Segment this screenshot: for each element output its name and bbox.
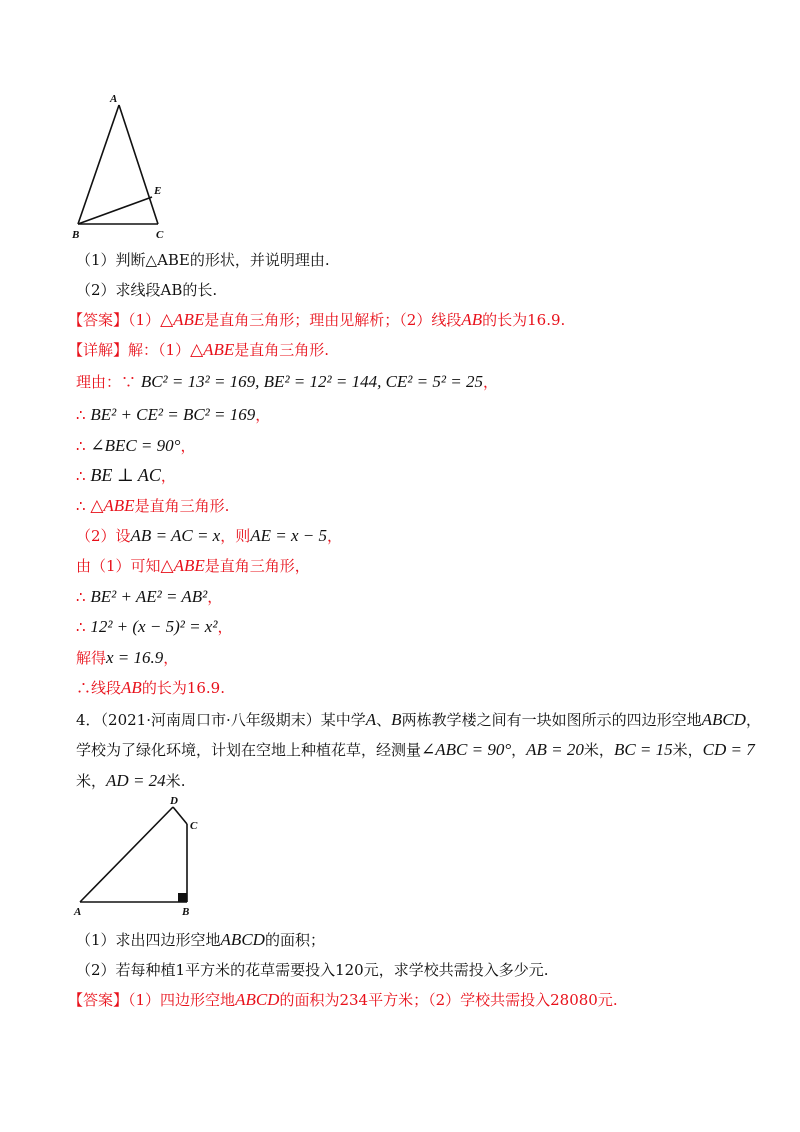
step-perpendicular: ∴ BE ⊥ AC， [76, 465, 176, 485]
problem-4-line-2: 学校为了绿化环境，计划在空地上种植花草，经测量∠ABC = 90°，AB = 20米，BC = 15米，CD = 7 [76, 740, 755, 759]
vertex-label-b: B [182, 906, 190, 918]
vertex-label-d: D [170, 795, 178, 807]
reason-equations: BC² = 13² = 169, BE² = 12² = 144, CE² = 5² = 25 [140, 372, 483, 391]
answer-line: 【答案】（1）△ABE是直角三角形；理由见解析；（2）线段AB的长为16.9. [68, 310, 566, 329]
final-line: ∴线段AB的长为16.9. [76, 678, 225, 697]
step-equation: ∴ 12² + (x − 5)² = x²， [76, 617, 233, 636]
conclusion-1: ∴ △ABE是直角三角形. [76, 496, 230, 515]
question-2: （2）求线段AB的长. [76, 281, 218, 299]
vertex-label-c: C [156, 229, 164, 241]
answer-tag: 【答案】 [68, 311, 129, 329]
step-pythagoras: ∴ BE² + AE² = AB²， [76, 587, 223, 606]
right-angle-marker [178, 893, 187, 902]
question-4-2: （2）若每种植1平方米的花草需要投入120元，求学校共需投入多少元. [76, 961, 549, 979]
solve-line: 解得x = 16.9， [76, 648, 179, 667]
answer-4-line: 【答案】（1）四边形空地ABCD的面积为234平方米；（2）学校共需投入28080元. [68, 990, 618, 1009]
question-4-1: （1）求出四边形空地ABCD的面积； [76, 930, 325, 949]
quadrilateral-abcd-figure [70, 794, 200, 920]
triangle-abe-figure [70, 92, 180, 242]
vertex-label-e: E [154, 185, 162, 197]
step-sum: ∴ BE² + CE² = BC² = 169， [76, 405, 271, 424]
answer-4-tag: 【答案】 [68, 991, 129, 1009]
from-part-1: 由（1）可知△ABE是直角三角形， [76, 556, 310, 575]
detail-tag: 【详解】 [68, 341, 129, 359]
part-2-setup: （2）设AB = AC = x，则AE = x − 5， [76, 526, 343, 545]
vertex-label-c: C [190, 820, 198, 832]
problem-4-line-1: 4．（2021·河南周口市·八年级期末）某中学A、B两栋教学楼之间有一块如图所示的四边形空地ABCD， [76, 710, 761, 729]
vertex-label-a: A [110, 93, 118, 105]
question-1: （1）判断△ABE的形状，并说明理由. [76, 251, 330, 269]
vertex-label-a: A [74, 906, 82, 918]
vertex-label-b: B [72, 229, 80, 241]
problem-4-line-3: 米，AD = 24米. [76, 771, 186, 790]
reason-line: 理由：∵ BC² = 13² = 169, BE² = 12² = 144, CE² = 5² = 25， [76, 372, 498, 391]
step-angle: ∴ ∠BEC = 90°， [76, 436, 196, 455]
detail-line: 【详解】解：（1）△ABE是直角三角形. [68, 340, 330, 359]
